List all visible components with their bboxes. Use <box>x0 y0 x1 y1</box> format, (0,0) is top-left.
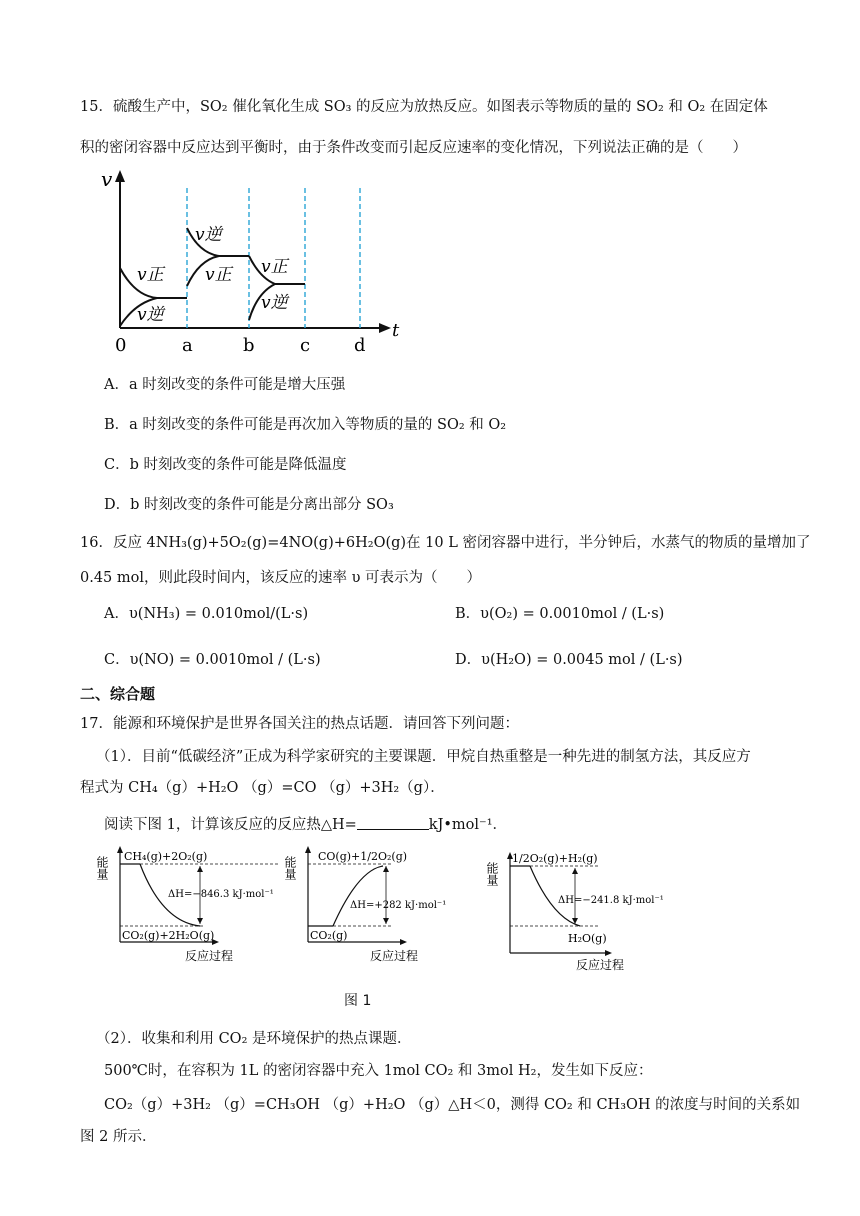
q16-line2: 0.45 mol，则此段时间内，该反应的速率 υ 可表示为（ ） <box>80 570 482 586</box>
q17-line1: 17．能源和环境保护是世界各国关注的热点话题．请回答下列问题： <box>80 716 519 732</box>
label-fwd-1: v正 <box>137 265 164 285</box>
d1-xlabel: 反应过程 <box>185 949 234 963</box>
d3-bottom-label: H₂O(g) <box>568 932 607 945</box>
q17-part1-question: 阅读下图 1，计算该反应的反应热△H= <box>104 817 357 833</box>
figure1-caption: 图 1 <box>344 993 372 1009</box>
q17-part1-line2: 程式为 CH₄（g）+H₂O （g）=CO （g）+3H₂（g）． <box>80 780 445 796</box>
d1-top-label: CH₄(g)+2O₂(g) <box>124 850 208 863</box>
tick-0: 0 <box>115 335 127 356</box>
q17-part1-line1: （1）．目前“低碳经济”正成为科学家研究的主要课题．甲烷自热重整是一种先进的制氢方法，其反应方 <box>96 749 751 765</box>
label-rev-2: v逆 <box>195 225 222 245</box>
d3-dh-label: ΔH=−241.8 kJ·mol⁻¹ <box>558 895 664 906</box>
label-fwd-3: v正 <box>261 257 288 277</box>
q16-option-a: A．υ(NH₃) = 0.010mol/(L·s) <box>104 606 309 622</box>
energy-diagram-2 <box>283 842 473 967</box>
energy-label-2: 能量 <box>283 856 297 880</box>
energy-label-3: 能量 <box>485 862 499 886</box>
tick-b: b <box>243 335 255 356</box>
tick-a: a <box>182 335 193 356</box>
d2-bottom-label: CO₂(g) <box>310 929 348 942</box>
tick-d: d <box>354 335 366 356</box>
energy-diagram-1 <box>95 842 290 967</box>
y-axis-label: v <box>101 167 113 191</box>
d1-dh-label: ΔH=−846.3 kJ·mol⁻¹ <box>168 889 274 900</box>
d2-top-label: CO(g)+1/2O₂(g) <box>318 850 408 863</box>
q15-option-b: B．a 时刻改变的条件可能是再次加入等物质的量的 SO₂ 和 O₂ <box>104 417 507 433</box>
q17-part2-line1: （2）．收集和利用 CO₂ 是环境保护的热点课题． <box>96 1031 412 1047</box>
q15-option-c: C．b 时刻改变的条件可能是降低温度 <box>104 457 347 473</box>
d1-bottom-label: CO₂(g)+2H₂O(g) <box>122 929 215 942</box>
label-rev-3: v逆 <box>261 293 288 313</box>
d2-xlabel: 反应过程 <box>370 949 419 963</box>
q17-part2-line2: 500℃时，在容积为 1L 的密闭容器中充入 1mol CO₂ 和 3mol H₂，发生如下反应： <box>104 1063 653 1079</box>
section-title: 二、综合题 <box>80 685 156 703</box>
label-fwd-2: v正 <box>205 265 232 285</box>
answer-blank[interactable] <box>357 816 429 830</box>
q15-option-a: A．a 时刻改变的条件可能是增大压强 <box>104 377 346 393</box>
q15-line1: 15．硫酸生产中，SO₂ 催化氧化生成 SO₃ 的反应为放热反应。如图表示等物质的量的 SO₂ 和 O₂ 在固定体 <box>80 99 768 115</box>
d3-top-label: 1/2O₂(g)+H₂(g) <box>512 852 598 865</box>
q16-option-d: D．υ(H₂O) = 0.0045 mol / (L·s) <box>455 652 683 668</box>
d3-xlabel: 反应过程 <box>576 958 625 972</box>
q17-part1-line3 <box>104 813 507 834</box>
label-rev-1: v逆 <box>137 305 164 325</box>
q15-line2: 积的密闭容器中反应达到平衡时，由于条件改变而引起反应速率的变化情况，下列说法正确的是（ ） <box>80 140 747 156</box>
q17-part2-line4: 图 2 所示． <box>80 1129 157 1145</box>
q16-option-b: B．υ(O₂) = 0.0010mol / (L·s) <box>455 606 665 622</box>
q16-option-c: C．υ(NO) = 0.0010mol / (L·s) <box>104 652 321 668</box>
energy-diagram-3 <box>485 848 680 973</box>
q16-line1: 16．反应 4NH₃(g)+5O₂(g)=4NO(g)+6H₂O(g)在 10 L 密闭容器中进行，半分钟后，水蒸气的物质的量增加了 <box>80 535 811 551</box>
q17-part1-unit: kJ•mol⁻¹． <box>428 817 508 833</box>
q15-option-d: D．b 时刻改变的条件可能是分离出部分 SO₃ <box>104 497 394 513</box>
tick-c: c <box>300 335 311 356</box>
rate-time-chart <box>95 168 415 358</box>
q17-part2-line3: CO₂（g）+3H₂ （g）=CH₃OH （g）+H₂O （g）△H＜0，测得 CO₂ 和 CH₃OH 的浓度与时间的关系如 <box>104 1097 801 1113</box>
energy-label-1: 能量 <box>95 856 109 880</box>
x-axis-label: t <box>392 320 400 341</box>
d2-dh-label: ΔH=+282 kJ·mol⁻¹ <box>350 900 447 911</box>
